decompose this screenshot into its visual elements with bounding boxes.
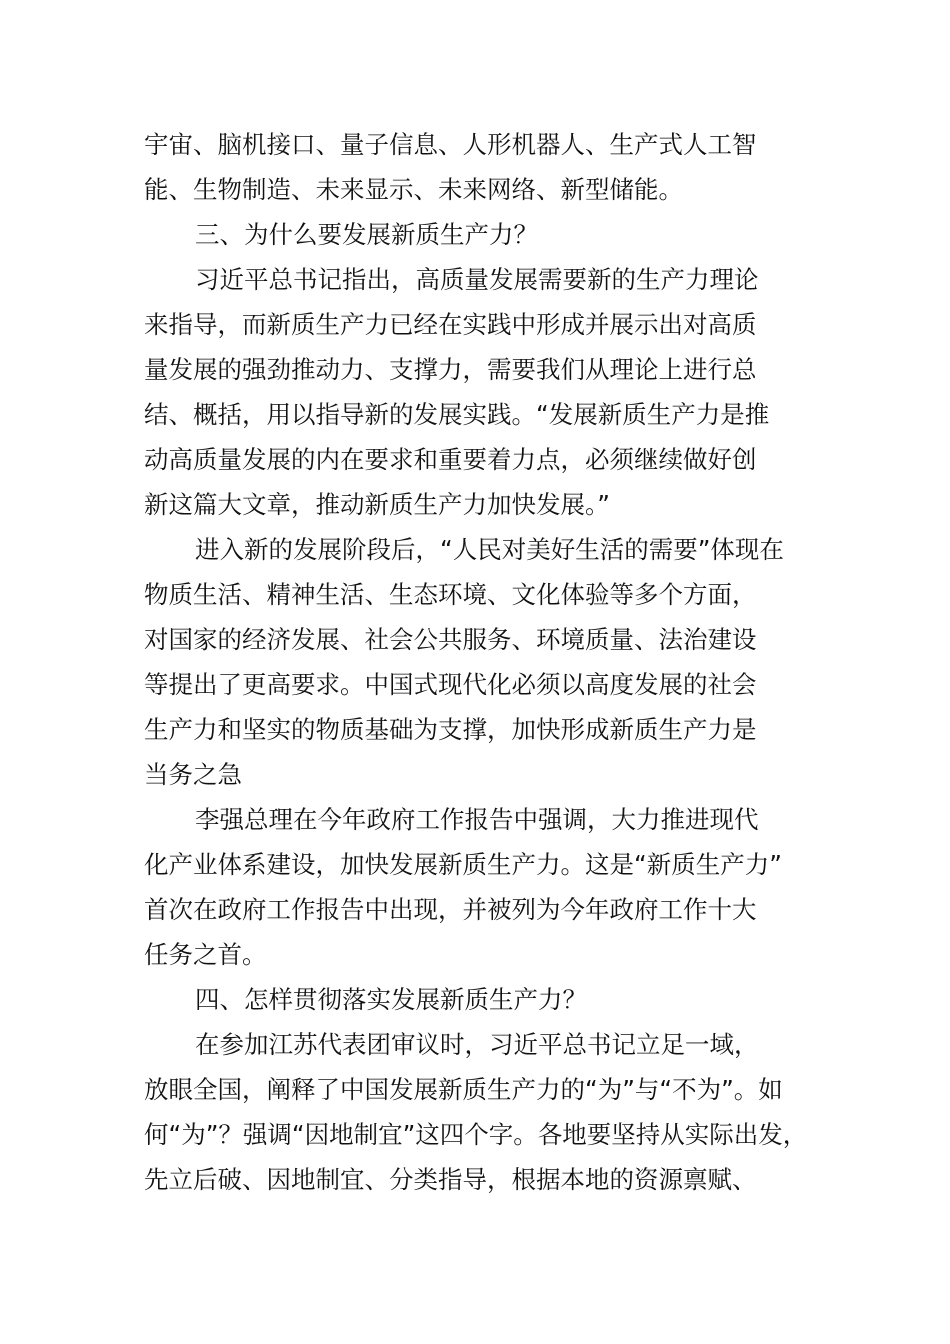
text-line: 动高质量发展的内在要求和重要着力点，必须继续做好创 — [144, 445, 757, 474]
text-line: 化产业体系建设，加快发展新质生产力。这是“新质生产力” — [144, 850, 782, 879]
text-line: 结、概括，用以指导新的发展实践。“发展新质生产力是推 — [144, 400, 770, 429]
text-line: 宇宙、脑机接口、量子信息、人形机器人、生产式人工智 — [144, 130, 757, 159]
text-line: 物质生活、精神生活、生态环境、文化体验等多个方面， — [144, 580, 757, 609]
text-line: 李强总理在今年政府工作报告中强调，大力推进现代 — [195, 805, 759, 834]
section-heading-4: 四、怎样贯彻落实发展新质生产力？ — [195, 985, 587, 1014]
document-body — [144, 122, 816, 1202]
text-line: 在参加江苏代表团审议时，习近平总书记立足一域， — [195, 1030, 759, 1059]
text-line: 首次在政府工作报告中出现，并被列为今年政府工作十大 — [144, 895, 757, 924]
text-line: 对国家的经济发展、社会公共服务、环境质量、法治建设 — [144, 625, 757, 654]
text-line: 来指导，而新质生产力已经在实践中形成并展示出对高质 — [144, 310, 757, 339]
text-line: 放眼全国，阐释了中国发展新质生产力的“为”与“不为”。如 — [144, 1075, 783, 1104]
text-line: 新这篇大文章，推动新质生产力加快发展。” — [144, 490, 610, 519]
text-line: 任务之首。 — [144, 940, 267, 969]
text-line: 能、生物制造、未来显示、未来网络、新型储能。 — [144, 175, 683, 204]
text-line: 等提出了更高要求。中国式现代化必须以高度发展的社会 — [144, 670, 757, 699]
text-line: 先立后破、因地制宜、分类指导，根据本地的资源禀赋、 — [144, 1165, 757, 1194]
text-line: 量发展的强劲推动力、支撑力，需要我们从理论上进行总 — [144, 355, 757, 384]
text-line: 何“为”？强调“因地制宜”这四个字。各地要坚持从实际出发， — [144, 1120, 808, 1149]
text-line: 习近平总书记指出，高质量发展需要新的生产力理论 — [195, 265, 759, 294]
text-line: 进入新的发展阶段后，“人民对美好生活的需要”体现在 — [195, 535, 784, 564]
text-line: 当务之急 — [144, 760, 242, 789]
text-line: 生产力和坚实的物质基础为支撑，加快形成新质生产力是 — [144, 715, 757, 744]
section-heading-3: 三、为什么要发展新质生产力？ — [195, 220, 538, 249]
